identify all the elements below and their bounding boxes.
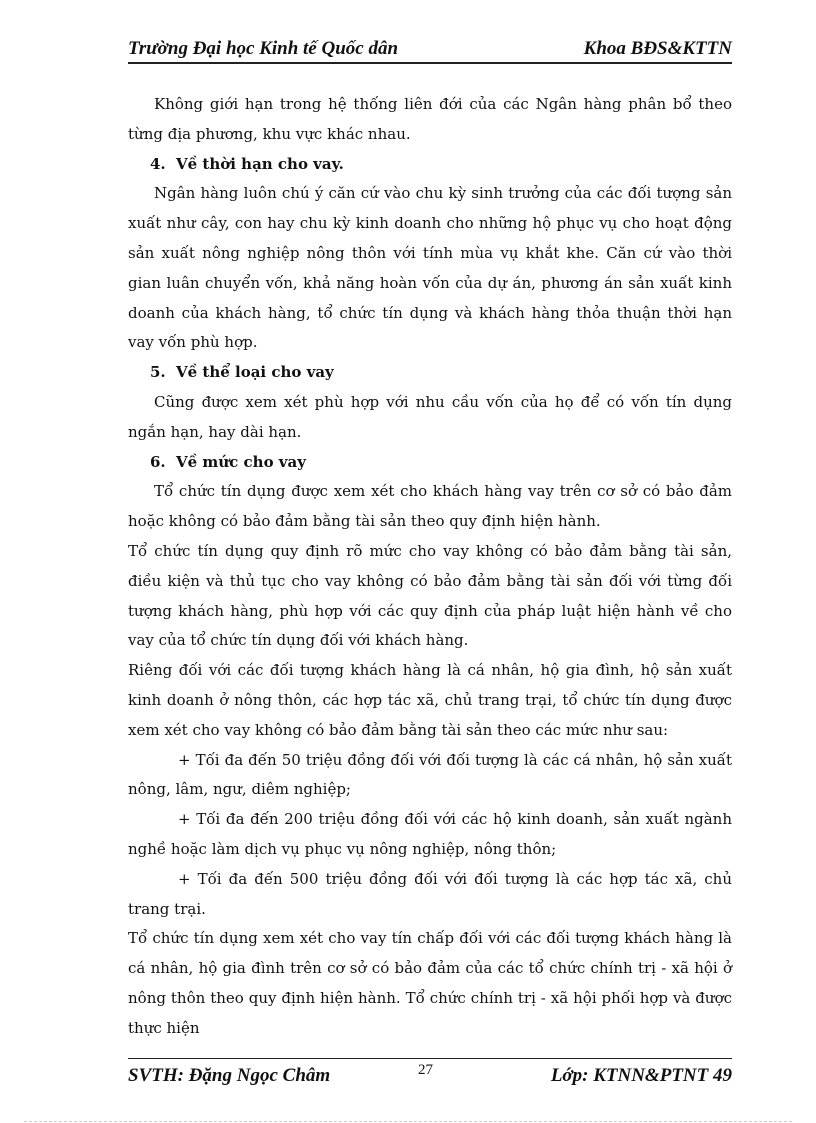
heading-number: 4. [150,154,166,173]
heading-text: Về thời hạn cho vay. [176,154,344,173]
heading-number: 6. [150,452,166,471]
heading-number: 5. [150,363,166,382]
paragraph: Riêng đối với các đối tượng khách hàng là cá nhân, hộ gia đình, hộ sản xuất kinh doanh ở nông thôn, các hợp tác xã, chủ trang trại, tổ chức tín dụng được xem xét cho vay không có bảo đảm bằng tài sản theo các mức như sau: [128,661,732,739]
header-faculty: Khoa BĐS&KTTN [583,38,732,59]
bullet-item: + Tối đa đến 50 triệu đồng đối với đối tượng là các cá nhân, hộ sản xuất nông, lâm, ngư, diêm nghiệp; [128,750,732,799]
footer-class: Lớp: KTNN&PTNT 49 [550,1065,732,1086]
section-heading-5 [128,358,732,388]
page-number: 27 [418,1062,433,1078]
heading-text: Về thể loại cho vay [176,363,334,382]
paragraph: Tổ chức tín dụng xem xét cho vay tín chấp đối với các đối tượng khách hàng là cá nhân, hộ gia đình trên cơ sở có bảo đảm của các tổ chức chính trị - xã hội ở nông thôn theo quy định hiện hành. Tổ chức chính trị - xã hội phối hợp và được thực hiện [128,929,732,1037]
paragraph: Tổ chức tín dụng được xem xét cho khách hàng vay trên cơ sở có bảo đảm hoặc không có bảo đảm bằng tài sản theo quy định hiện hành. [128,482,732,531]
section-heading-4 [128,150,732,180]
page-footer [128,1058,732,1089]
page-header [128,36,732,64]
heading-text: Về mức cho vay [176,452,306,471]
page-break-rule [24,1121,792,1122]
bullet-item: + Tối đa đến 500 triệu đồng đối với đối tượng là các hợp tác xã, chủ trang trại. [128,869,732,918]
paragraph: Tổ chức tín dụng quy định rõ mức cho vay không có bảo đảm bằng tài sản, điều kiện và thủ tục cho vay không có bảo đảm bằng tài sản đối với từng đối tượng khách hàng, phù hợp với các quy định của pháp luật hiện hành về cho vay của tổ chức tín dụng đối với khách hàng. [128,541,732,650]
document-body [128,90,732,1044]
footer-student: SVTH: Đặng Ngọc Châm [128,1065,331,1086]
paragraph: Không giới hạn trong hệ thống liên đới của các Ngân hàng phân bổ theo từng địa phương, khu vực khác nhau. [128,95,732,143]
paragraph: Cũng được xem xét phù hợp với nhu cầu vốn của họ để có vốn tín dụng ngắn hạn, hay dài hạn. [128,392,732,441]
paragraph: Ngân hàng luôn chú ý căn cứ vào chu kỳ sinh trưởng của các đối tượng sản xuất như cây, con hay chu kỳ kinh doanh cho những hộ phục vụ cho hoạt động sản xuất nông nghiệp nông thôn với tính mùa vụ khắt khe. Căn cứ vào thời gian luân chuyển vốn, khả năng hoàn vốn của dự án, phương án sản xuất kinh doanh của khách hàng, tổ chức tín dụng và khách hàng thỏa thuận thời hạn vay vốn phù hợp. [128,184,732,352]
section-heading-6 [128,448,732,478]
bullet-item: + Tối đa đến 200 triệu đồng đối với các hộ kinh doanh, sản xuất ngành nghề hoặc làm dịch vụ phục vụ nông nghiệp, nông thôn; [128,810,732,858]
header-university: Trường Đại học Kinh tế Quốc dân [128,38,399,59]
